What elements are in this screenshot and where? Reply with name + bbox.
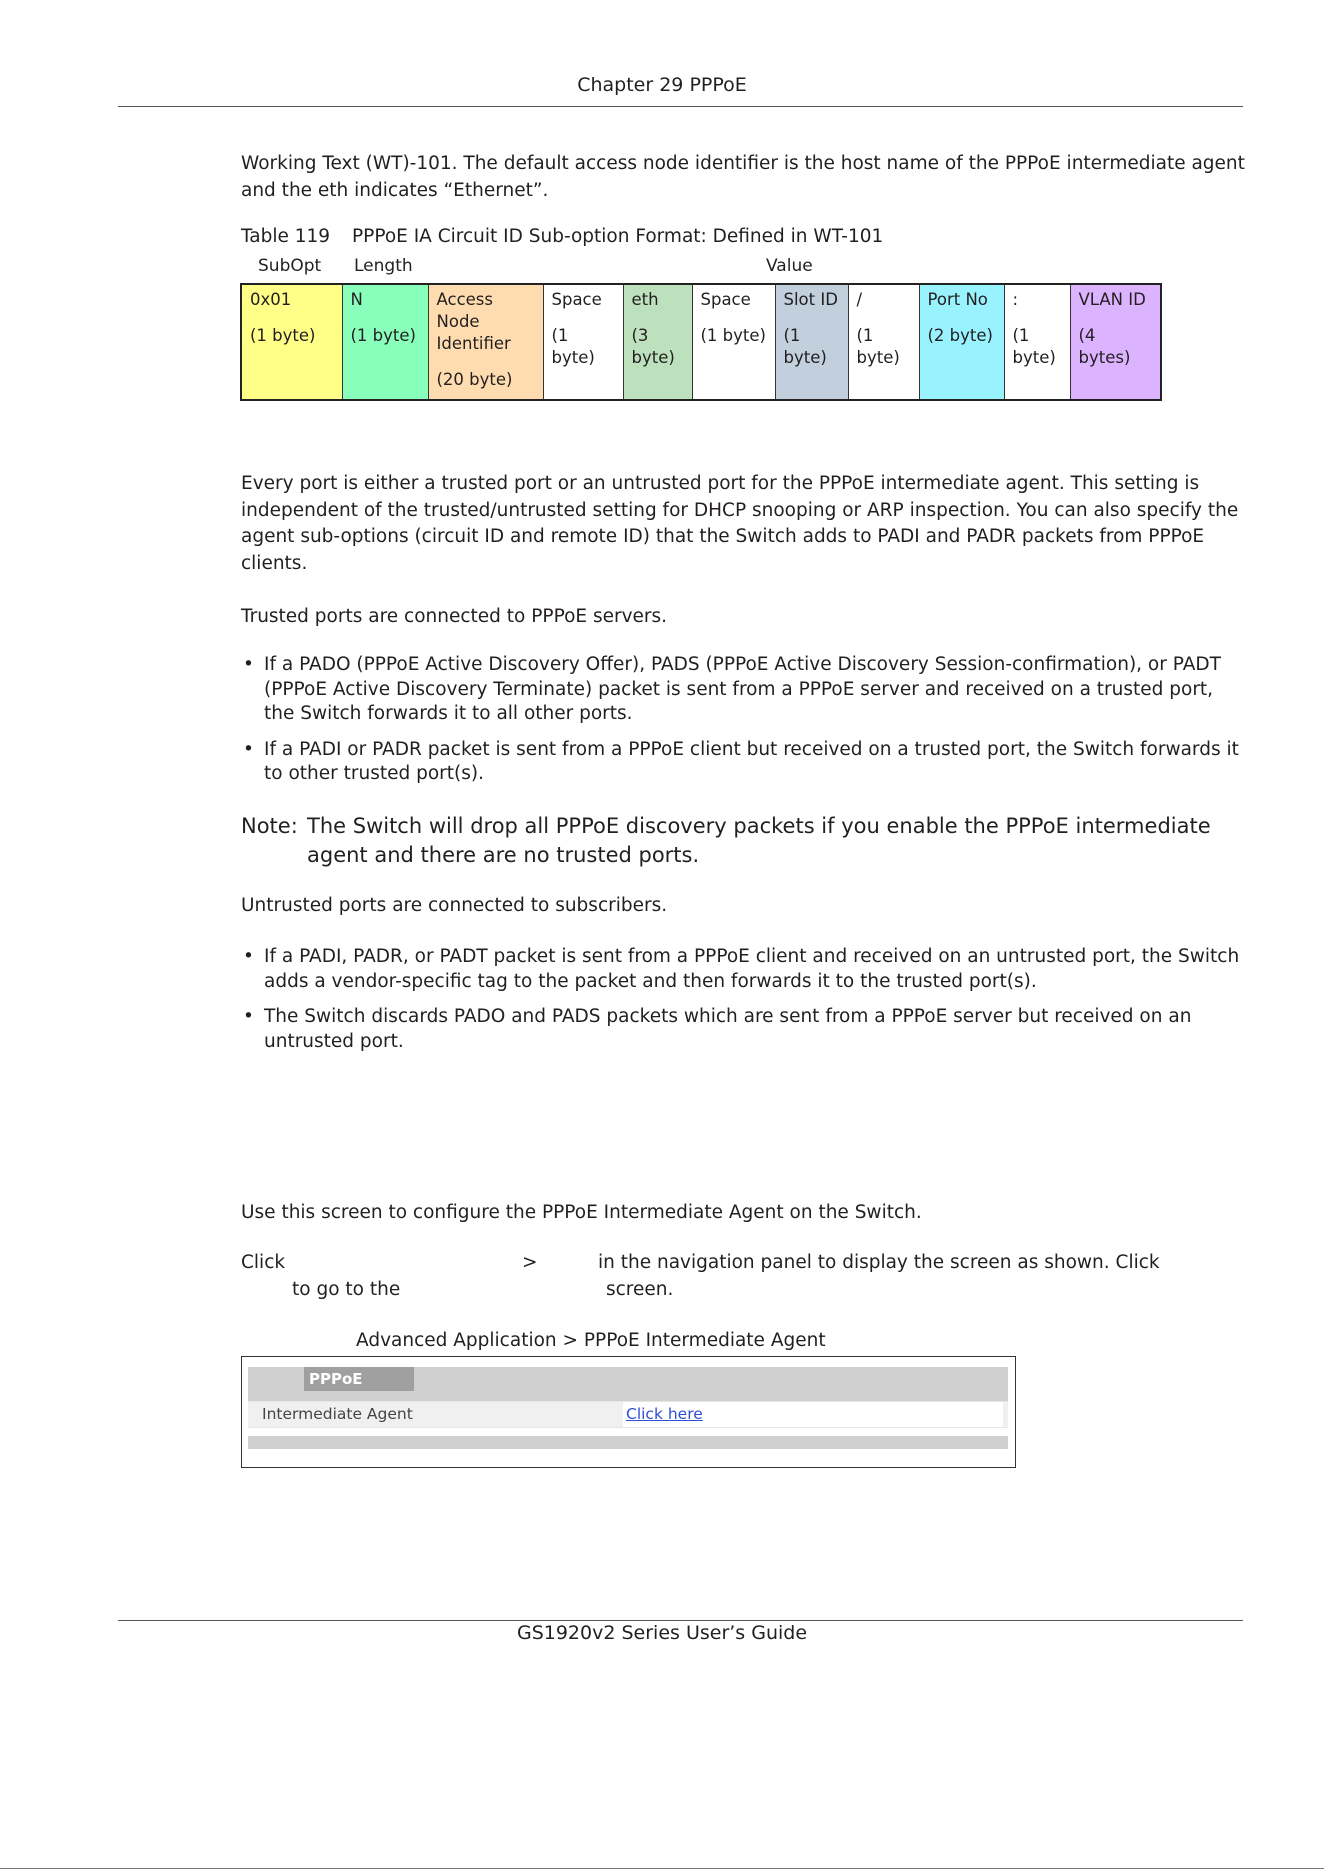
table-number: Table 119 — [241, 226, 331, 247]
header-strip — [248, 1391, 1008, 1401]
page-footer: GS1920v2 Series User’s Guide — [516, 1622, 808, 1644]
cell-slot-id: Slot ID (1 byte) — [775, 284, 848, 400]
use-screen-paragraph: Use this screen to configure the PPPoE Intermediate Agent on the Switch. — [241, 1202, 922, 1223]
cell-length: N (1 byte) — [342, 284, 428, 400]
circuit-id-format-table — [240, 283, 1162, 401]
cell-slash: / (1 byte) — [848, 284, 919, 400]
note-label: Note: — [241, 814, 298, 838]
cell-vlan-id: VLAN ID (4 bytes) — [1070, 284, 1161, 400]
cell-subopt: 0x01 (1 byte) — [241, 284, 342, 400]
cell-eth: eth (3 byte) — [623, 284, 692, 400]
cell-space-1: Space (1 byte) — [543, 284, 623, 400]
col-header-subopt: SubOpt — [258, 256, 322, 276]
note-line-1: The Switch will drop all PPPoE discovery packets if you enable the PPPoE intermediate — [307, 814, 1211, 838]
table-title: PPPoE IA Circuit ID Sub-option Format: Defined in WT-101 — [352, 226, 884, 247]
list-item: • If a PADI, PADR, or PADT packet is sent from a PPPoE client and received on an untrusted port, the Switch adds a vendor-specific tag to the packet and then forwards it to the trusted port(s). — [243, 945, 1243, 994]
list-item: • If a PADO (PPPoE Active Discovery Offer), PADS (PPPoE Active Discovery Session-confirmation), or PADT (PPPoE Active Discovery Terminate) packet is sent from a PPPoE server and received on a trusted port, the Switch forwards it to all other ports. — [243, 653, 1243, 727]
click-word: Click — [241, 1252, 286, 1273]
cell-colon: : (1 byte) — [1004, 284, 1070, 400]
note-line-2: agent and there are no trusted ports. — [307, 843, 700, 867]
table-row — [241, 284, 1161, 400]
header-rule — [118, 106, 1243, 107]
col-header-length: Length — [354, 256, 413, 276]
col-header-value: Value — [766, 256, 813, 276]
page-bottom-edge — [0, 1868, 1324, 1869]
list-item: • The Switch discards PADO and PADS packets which are sent from a PPPoE server but received on an untrusted port. — [243, 1005, 1243, 1054]
intermediate-agent-row — [248, 1401, 1008, 1428]
chapter-header: Chapter 29 PPPoE — [577, 74, 747, 96]
tab-pppoe[interactable]: PPPoE — [304, 1367, 414, 1391]
untrusted-bullet-list — [243, 945, 1243, 1065]
screen-word: screen. — [606, 1279, 674, 1300]
cell-space-2: Space (1 byte) — [692, 284, 775, 400]
trusted-bullet-list — [243, 653, 1243, 798]
untrusted-intro: Untrusted ports are connected to subscribers. — [241, 895, 668, 916]
navigation-instruction: in the navigation panel to display the screen as shown. Click — [598, 1252, 1160, 1273]
trusted-intro: Trusted ports are connected to PPPoE servers. — [241, 606, 668, 627]
figure-caption: Advanced Application > PPPoE Intermediate Agent — [356, 1330, 826, 1351]
intro-paragraph: Working Text (WT)-101. The default access node identifier is the host name of the PPPoE intermediate agent and the eth indicates “Ethernet”. — [241, 153, 1245, 201]
go-to-text: to go to the — [292, 1279, 401, 1300]
breadcrumb-separator: > — [522, 1252, 538, 1273]
ports-paragraph: Every port is either a trusted port or an untrusted port for the PPPoE intermediate agent. This setting is independent of the trusted/untrusted setting for DHCP snooping or ARP inspection. You can also specify the agent sub-options (circuit ID and remote ID) that the Switch adds to PADI and PADR packets from PPPoE clients. — [241, 473, 1239, 574]
bottom-bar — [248, 1436, 1008, 1449]
note-block — [241, 812, 1251, 870]
cell-access-node: Access Node Identifier (20 byte) — [428, 284, 543, 400]
table-caption — [241, 226, 905, 247]
intermediate-agent-label: Intermediate Agent — [262, 1405, 413, 1423]
footer-rule — [118, 1620, 1243, 1621]
click-here-link[interactable]: Click here — [626, 1405, 703, 1423]
list-item: • If a PADI or PADR packet is sent from a PPPoE client but received on a trusted port, the Switch forwards it to other trusted port(s). — [243, 738, 1243, 787]
pppoe-screenshot — [241, 1356, 1016, 1468]
row-value-cell — [623, 1402, 1003, 1427]
cell-port-no: Port No (2 byte) — [919, 284, 1004, 400]
